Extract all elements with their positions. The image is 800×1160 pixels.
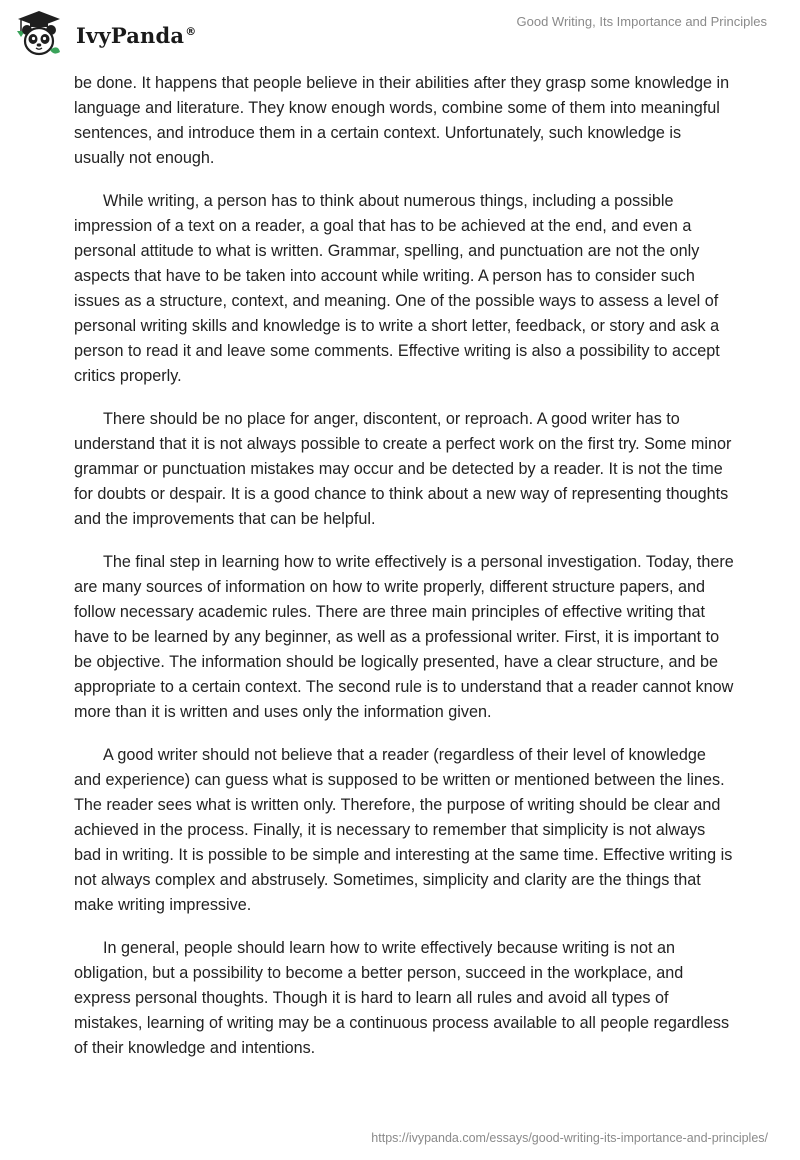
paragraph-6: In general, people should learn how to write effectively because writing is not an obligation, but a possibility to become a better person, succeed in the workplace, and express personal thoughts. Though it is hard to learn all rules and avoid all types of mistakes, learning of writing may be a continuous process available to all people regardless of their knowledge and intentions. <box>74 939 730 1057</box>
panda-graduate-logo-icon <box>14 10 64 58</box>
registered-mark: ® <box>185 24 197 38</box>
document-title: Good Writing, Its Importance and Principles <box>516 14 767 29</box>
paragraph-2: While writing, a person has to think about numerous things, including a possible impression of a text on a reader, a goal that has to be achieved at the end, and even a personal attitude to what is written. Grammar, spelling, and punctuation are not the only aspects that have to be taken into account while writing. A person has to consider such issues as a structure, context, and meaning. One of the possible ways to assess a level of personal writing skills and knowledge is to write a short letter, feedback, or story and ask a person to read it and leave some comments. Effective writing is also a possibility to accept critics properly. <box>74 192 720 385</box>
paragraph-1: be done. It happens that people believe in their abilities after they grasp some knowledge in language and literature. They know enough words, combine some of them into meaningful sentences, and introduce them in a certain context. Unfortunately, such knowledge is usually not enough. <box>74 74 730 167</box>
brand-name: IvyPanda® <box>76 22 197 48</box>
source-url[interactable]: https://ivypanda.com/essays/good-writing-its-importance-and-principles/ <box>371 1131 768 1145</box>
ivypanda-logo[interactable] <box>14 10 196 58</box>
paragraph-5: A good writer should not believe that a reader (regardless of their level of knowledge and experience) can guess what is supposed to be written or mentioned between the lines. The reader sees what is written only. Therefore, the purpose of writing should be clear and achieved in the process. Finally, it is necessary to remember that simplicity is not always bad in writing. It is possible to be simple and interesting at the same time. Effective writing is not always complex and abstrusely. Sometimes, simplicity and clarity are the things that make writing impressive. <box>74 746 733 914</box>
paragraph-3: There should be no place for anger, discontent, or reproach. A good writer has to understand that it is not always possible to create a perfect work on the first try. Some minor grammar or punctuation mistakes may occur and be detected by a reader. It is not the time for doubts or despair. It is a good chance to think about a new way of representing thoughts and the improvements that can be helpful. <box>74 410 732 528</box>
essay-body <box>74 71 734 1079</box>
paragraph-4: The final step in learning how to write effectively is a personal investigation. Today, there are many sources of information on how to write properly, different structure papers, and follow necessary academic rules. There are three main principles of effective writing that have to be learned by any beginner, as well as a professional writer. First, it is important to be objective. The information should be logically presented, have a clear structure, and be appropriate to a certain context. The second rule is to understand that a reader cannot know more than it is written and uses only the information given. <box>74 553 734 721</box>
page-header <box>0 0 800 60</box>
